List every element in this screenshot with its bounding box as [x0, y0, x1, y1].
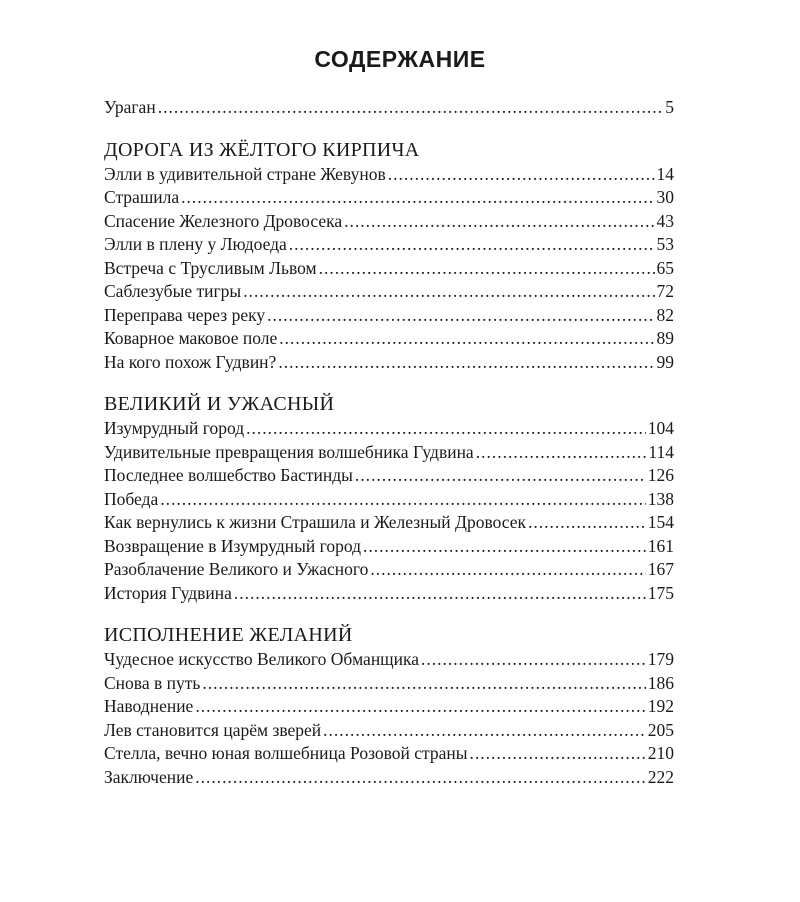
entry-page-number: 82	[656, 304, 674, 325]
page-title: СОДЕРЖАНИЕ	[314, 46, 486, 72]
dot-leader	[370, 558, 645, 582]
table-of-contents	[104, 96, 674, 807]
dot-leader	[470, 742, 646, 766]
dot-leader	[195, 695, 645, 719]
entry-title: Встреча с Трусливым Львом	[104, 257, 317, 278]
entry-title: Наводнение	[104, 696, 194, 716]
section-heading: ДОРОГА ИЗ ЖЁЛТОГО КИРПИЧА	[104, 138, 420, 161]
entry-title: Разоблачение Великого и Ужасного	[104, 559, 369, 579]
section-heading: ВЕЛИКИЙ И УЖАСНЫЙ	[104, 393, 335, 415]
dot-leader	[344, 210, 654, 234]
entry-title: Элли в удивительной стране Жевунов	[104, 163, 386, 184]
toc-entry	[104, 233, 674, 257]
toc-entry	[104, 672, 674, 696]
entry-page-number: 5	[665, 97, 674, 117]
toc-entry	[104, 96, 674, 120]
toc-entry	[104, 417, 674, 441]
entry-page-number: 43	[656, 210, 674, 231]
toc-entry	[104, 163, 674, 187]
entry-page-number: 53	[656, 234, 674, 254]
toc-section	[104, 392, 674, 605]
entry-page-number: 222	[647, 766, 674, 787]
entry-page-number: 99	[656, 351, 674, 372]
entry-page-number: 210	[647, 743, 674, 763]
toc-entry	[104, 648, 674, 672]
entry-title: Ураган	[104, 97, 156, 117]
toc-entry	[104, 280, 674, 304]
dot-leader	[234, 582, 646, 606]
entry-page-number: 161	[647, 535, 674, 556]
toc-entry	[104, 304, 674, 328]
entry-title: Удивительные превращения волшебника Гудвина	[104, 441, 474, 462]
entry-title: На кого похож Гудвин?	[104, 351, 277, 372]
entry-title: Страшила	[104, 187, 180, 207]
entry-page-number: 205	[647, 719, 674, 740]
dot-leader	[319, 257, 655, 281]
toc-entry	[104, 695, 674, 719]
toc-entry	[104, 766, 674, 790]
entry-title: Последнее волшебство Бастинды	[104, 465, 353, 485]
entry-page-number: 114	[648, 441, 674, 462]
entry-title: Элли в плену у Людоеда	[104, 234, 287, 254]
entry-title: Как вернулись к жизни Страшила и Железный Дровосек	[104, 512, 527, 532]
entry-page-number: 167	[647, 559, 674, 579]
section-heading: ИСПОЛНЕНИЕ ЖЕЛАНИЙ	[104, 624, 353, 646]
entry-title: Коварное маковое поле	[104, 328, 278, 348]
entry-page-number: 104	[647, 418, 674, 438]
dot-leader	[289, 233, 655, 257]
toc-entry	[104, 742, 674, 766]
entry-page-number: 30	[656, 187, 674, 207]
entry-title: Победа	[104, 488, 159, 509]
entry-page-number: 186	[647, 672, 674, 693]
entry-title: Чудесное искусство Великого Обманщика	[104, 649, 420, 669]
toc-entry	[104, 441, 674, 465]
toc-entry	[104, 351, 674, 375]
entry-title: Переправа через реку	[104, 304, 266, 325]
toc-entry	[104, 186, 674, 210]
toc-entry	[104, 719, 674, 743]
dot-leader	[202, 672, 645, 696]
entry-title: Возвращение в Изумрудный город	[104, 535, 361, 556]
entry-page-number: 14	[656, 163, 674, 184]
dot-leader	[476, 441, 647, 465]
entry-page-number: 192	[647, 696, 674, 716]
entry-page-number: 175	[647, 582, 674, 603]
toc-entry	[104, 464, 674, 488]
entry-title: История Гудвина	[104, 582, 232, 603]
dot-leader	[278, 351, 654, 375]
entry-page-number: 89	[656, 328, 674, 348]
toc-entry	[104, 210, 674, 234]
toc-section	[104, 623, 674, 789]
dot-leader	[181, 186, 654, 210]
entry-title: Снова в путь	[104, 672, 201, 693]
dot-leader	[528, 511, 646, 535]
entry-title: Заключение	[104, 766, 194, 787]
entry-title: Изумрудный город	[104, 418, 245, 438]
toc-entry	[104, 327, 674, 351]
entry-title: Спасение Железного Дровосека	[104, 210, 343, 231]
toc-entry	[104, 511, 674, 535]
entry-title: Саблезубые тигры	[104, 281, 242, 301]
dot-leader	[158, 96, 664, 120]
entry-page-number: 65	[656, 257, 674, 278]
dot-leader	[363, 535, 646, 559]
dot-leader	[355, 464, 646, 488]
toc-entry	[104, 558, 674, 582]
entry-page-number: 138	[647, 488, 674, 509]
toc-entry	[104, 535, 674, 559]
entry-title: Лев становится царём зверей	[104, 719, 322, 740]
dot-leader	[195, 766, 646, 790]
toc-entry	[104, 257, 674, 281]
dot-leader	[160, 488, 645, 512]
dot-leader	[246, 417, 646, 441]
toc-entry	[104, 488, 674, 512]
toc-section	[104, 96, 674, 120]
toc-entry	[104, 582, 674, 606]
entry-page-number: 154	[647, 512, 674, 532]
dot-leader	[279, 327, 654, 351]
dot-leader	[243, 280, 654, 304]
entry-page-number: 179	[647, 649, 674, 669]
dot-leader	[323, 719, 646, 743]
dot-leader	[421, 648, 646, 672]
entry-title: Стелла, вечно юная волшебница Розовой страны	[104, 743, 468, 763]
dot-leader	[267, 304, 654, 328]
entry-page-number: 126	[647, 465, 674, 485]
entry-page-number: 72	[656, 281, 674, 301]
toc-section	[104, 138, 674, 375]
dot-leader	[388, 163, 655, 187]
